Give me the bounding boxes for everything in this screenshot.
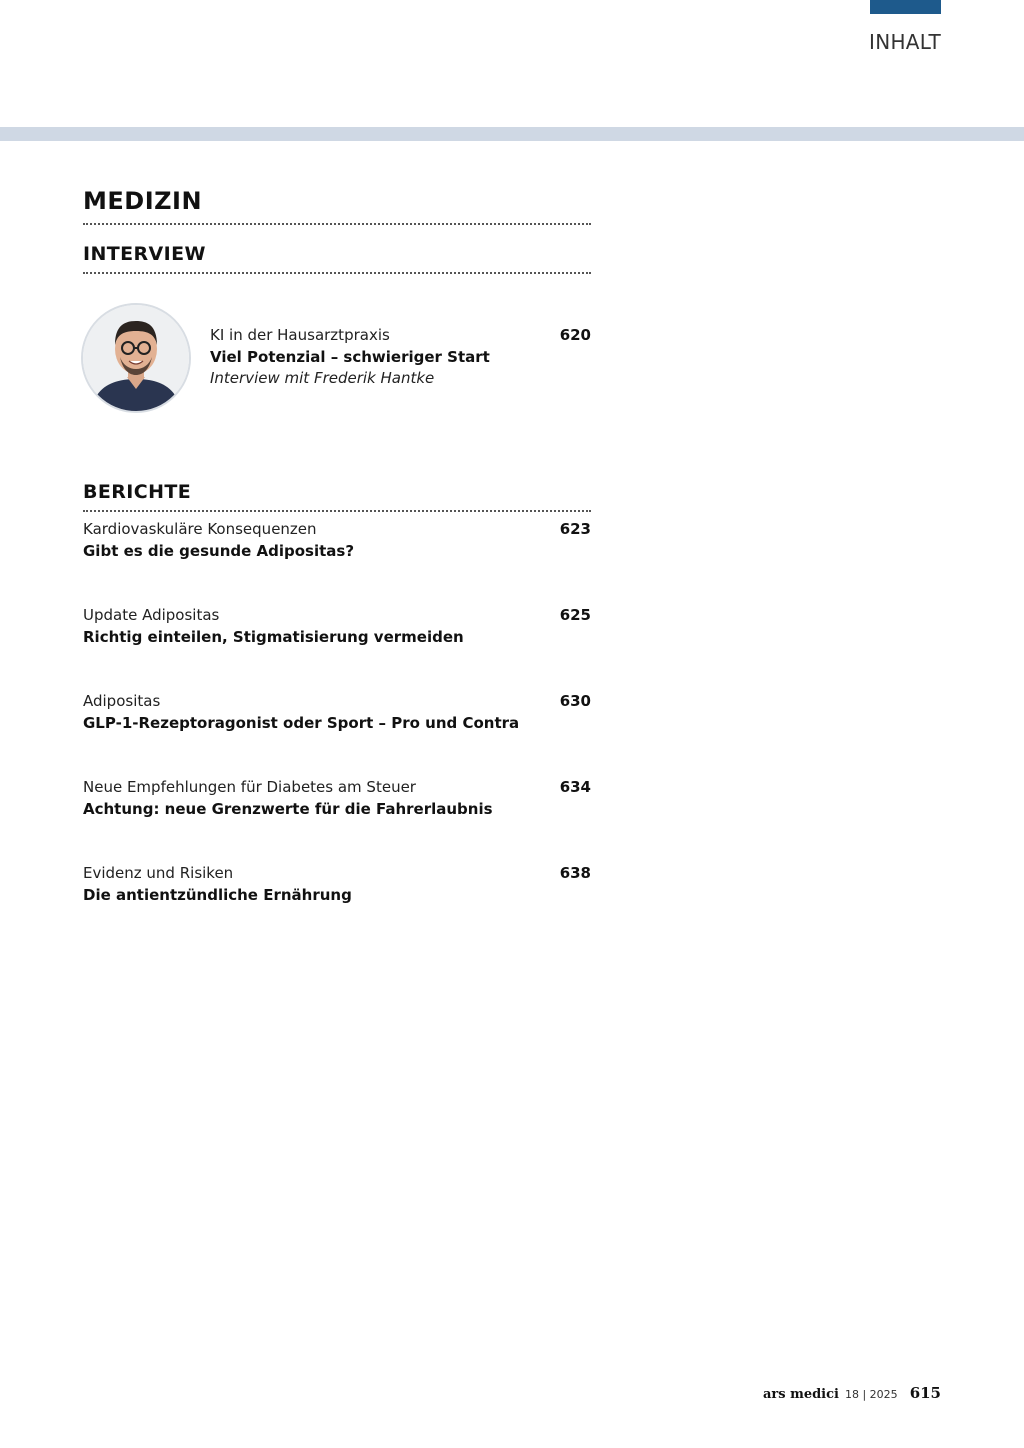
toc-entry-interview[interactable]	[210, 325, 490, 390]
entry-page-number: 625	[559, 606, 591, 624]
entry-title: Die antientzündliche Ernährung	[83, 885, 352, 904]
toc-entry-report[interactable]	[83, 863, 352, 906]
dotted-divider	[83, 510, 591, 512]
entry-title: Gibt es die gesunde Adipositas?	[83, 541, 355, 560]
entry-page-number: 630	[559, 692, 591, 710]
entry-title: Richtig einteilen, Stigmatisierung vermeiden	[83, 627, 464, 646]
author-portrait-photo	[83, 305, 189, 411]
entry-page-number: 638	[559, 864, 591, 882]
toc-entry-report[interactable]	[83, 777, 493, 820]
header-accent-tab	[870, 0, 941, 14]
header-band	[0, 127, 1024, 141]
page-footer	[763, 1384, 941, 1402]
toc-entry-report[interactable]	[83, 605, 464, 648]
dotted-divider	[83, 272, 591, 274]
section-label: INHALT	[869, 30, 941, 54]
journal-name: ars medici	[762, 1387, 839, 1402]
category-heading-medizin: MEDIZIN	[83, 187, 203, 215]
entry-kicker: Adipositas	[83, 692, 161, 710]
entry-title: Achtung: neue Grenzwerte für die Fahrerlaubnis	[83, 799, 493, 818]
entry-kicker: Evidenz und Risiken	[83, 864, 234, 882]
entry-kicker: KI in der Hausarztpraxis	[210, 326, 390, 344]
entry-kicker: Neue Empfehlungen für Diabetes am Steuer	[83, 778, 416, 796]
section-heading-interview: INTERVIEW	[83, 243, 206, 265]
entry-kicker: Update Adipositas	[83, 606, 220, 624]
issue-number: 18 | 2025	[844, 1388, 898, 1401]
dotted-divider	[83, 223, 591, 225]
entry-page-number: 620	[559, 326, 591, 344]
page-folio: 615	[909, 1384, 941, 1402]
entry-byline: Interview mit Frederik Hantke	[210, 369, 435, 387]
entry-title: GLP-1-Rezeptoragonist oder Sport – Pro und Contra	[83, 713, 520, 732]
toc-entry-report[interactable]	[83, 691, 519, 734]
toc-entry-report[interactable]	[83, 519, 354, 562]
entry-kicker: Kardiovaskuläre Konsequenzen	[83, 520, 317, 538]
entry-page-number: 623	[559, 520, 591, 538]
entry-page-number: 634	[559, 778, 591, 796]
entry-title: Viel Potenzial – schwieriger Start	[210, 347, 490, 366]
section-heading-berichte: BERICHTE	[83, 481, 192, 503]
